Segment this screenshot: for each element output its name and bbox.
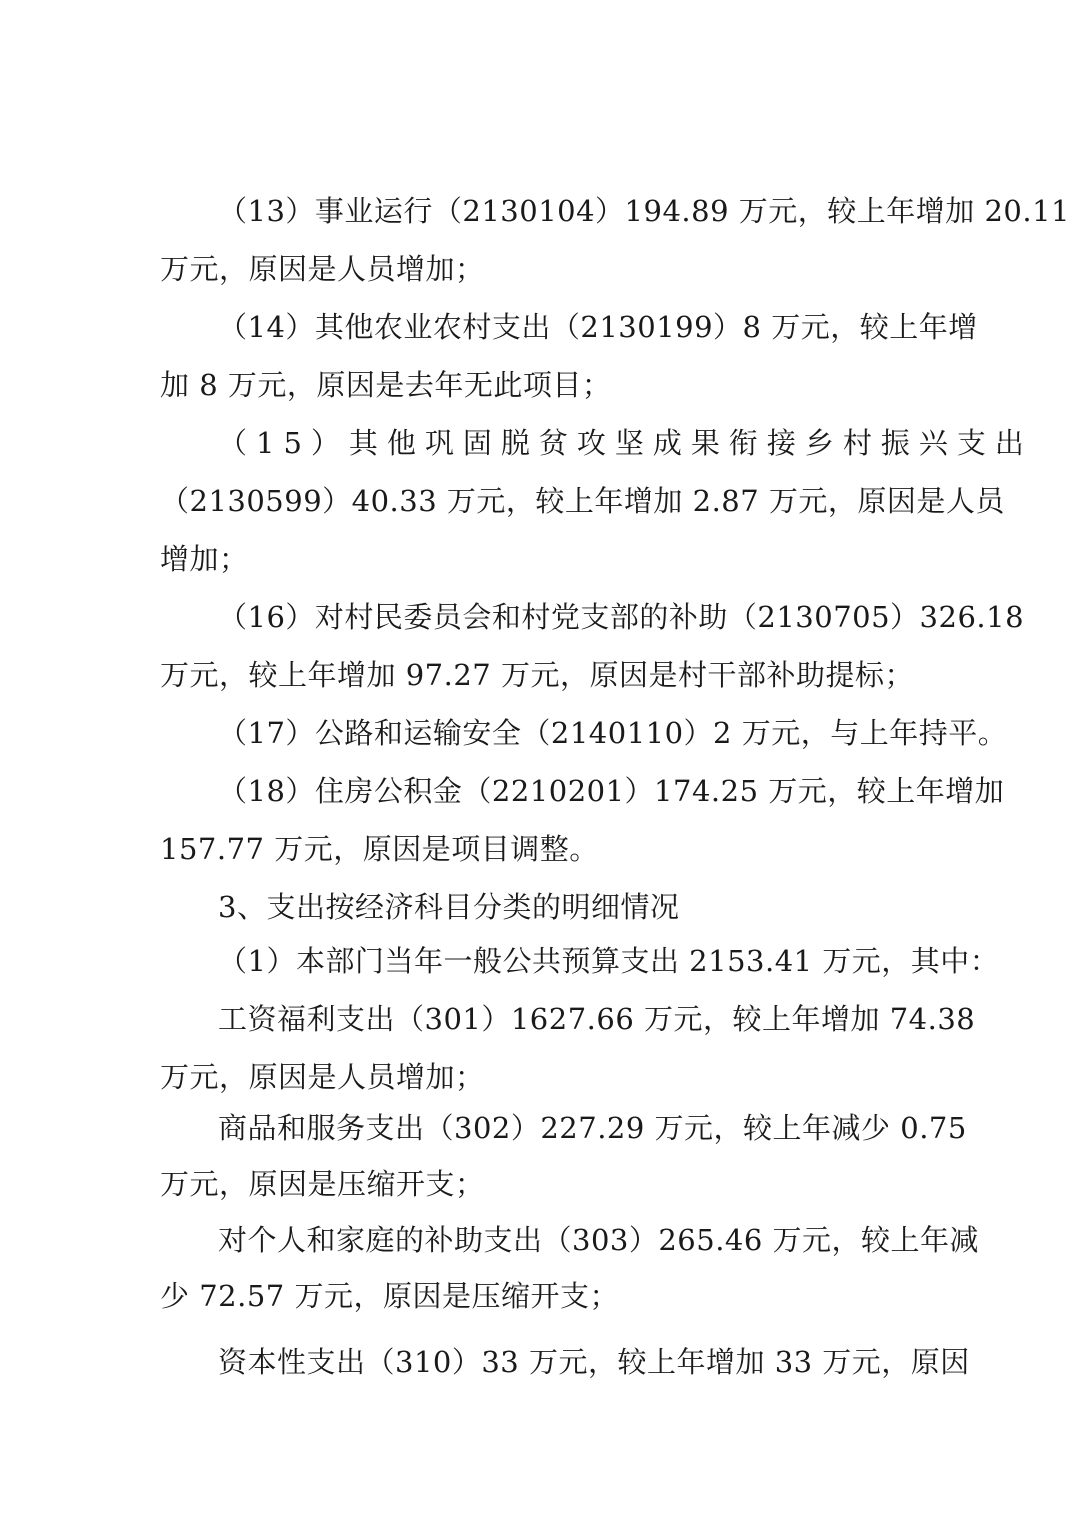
paragraph-line: 少 72.57 万元，原因是压缩开支；	[160, 1279, 619, 1313]
paragraph-line: 商品和服务支出（302）227.29 万元，较上年减少 0.75	[218, 1111, 967, 1145]
paragraph-line: （18）住房公积金（2210201）174.25 万元，较上年增加	[218, 774, 1005, 808]
paragraph-line: （2130599）40.33 万元，较上年增加 2.87 万元，原因是人员	[160, 484, 1005, 518]
paragraph-line: 增加；	[160, 542, 249, 576]
paragraph-line: 加 8 万元，原因是去年无此项目；	[160, 368, 612, 402]
paragraph-line: 万元，较上年增加 97.27 万元，原因是村干部补助提标；	[160, 658, 914, 692]
paragraph-line: （17）公路和运输安全（2140110）2 万元，与上年持平。	[218, 716, 1008, 750]
paragraph-line: 万元，原因是人员增加；	[160, 1060, 485, 1094]
paragraph-line: 157.77 万元，原因是项目调整。	[160, 832, 599, 866]
paragraph-line: 资本性支出（310）33 万元，较上年增加 33 万元，原因	[218, 1345, 970, 1379]
paragraph-line: （16）对村民委员会和村党支部的补助（2130705）326.18	[218, 600, 1025, 634]
paragraph-line: 万元，原因是人员增加；	[160, 252, 485, 286]
section-heading: 3、支出按经济科目分类的明细情况	[218, 890, 680, 924]
paragraph-line: （14）其他农业农村支出（2130199）8 万元，较上年增	[218, 310, 978, 344]
paragraph-line: （1）本部门当年一般公共预算支出 2153.41 万元，其中：	[218, 944, 1000, 978]
paragraph-line: 万元，原因是压缩开支；	[160, 1167, 485, 1201]
paragraph-line: 对个人和家庭的补助支出（303）265.46 万元，较上年减	[218, 1223, 980, 1257]
paragraph-line: （13）事业运行（2130104）194.89 万元，较上年增加 20.11	[218, 194, 1070, 228]
paragraph-line: 工资福利支出（301）1627.66 万元，较上年增加 74.38	[218, 1002, 976, 1036]
paragraph-line: （15）其他巩固脱贫攻坚成果衔接乡村振兴支出	[218, 426, 1033, 460]
